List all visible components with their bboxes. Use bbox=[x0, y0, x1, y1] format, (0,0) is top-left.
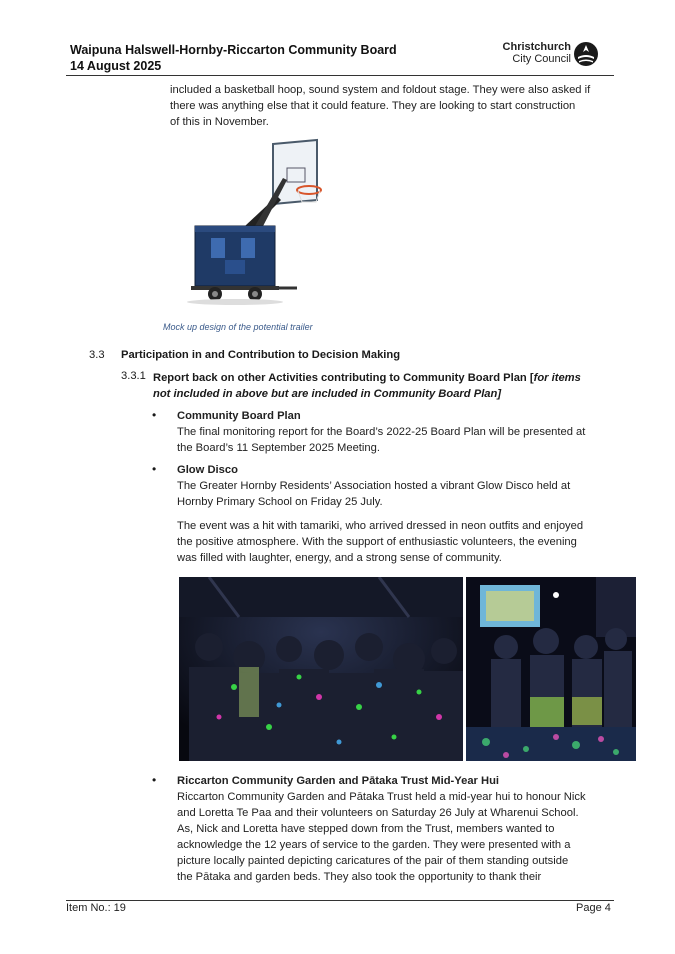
intro-paragraph bbox=[170, 82, 620, 130]
list-item-community-board-plan bbox=[177, 408, 617, 456]
item-line: The final monitoring report for the Board’s 2022-25 Board Plan will be presented at bbox=[177, 426, 586, 438]
item-line: the positive atmosphere. With the support of enthusiastic volunteers, the evening bbox=[177, 536, 577, 548]
logo-line-2: City Council bbox=[512, 53, 571, 65]
bullet-icon: • bbox=[152, 462, 157, 476]
meeting-date: 14 August 2025 bbox=[70, 59, 162, 73]
council-logo bbox=[497, 41, 601, 69]
item-line: the Pātaka and garden beds. They also took the opportunity to thank their bbox=[177, 871, 542, 883]
item-line: acknowledge the 12 years of service to the garden. They were presented with a bbox=[177, 839, 571, 851]
header-divider bbox=[66, 75, 614, 76]
footer-item-number: Item No.: 19 bbox=[66, 902, 126, 914]
item-line: picture locally painted depicting caricatures of the pair of them standing outside bbox=[177, 855, 569, 867]
section-number: 3.3 bbox=[89, 349, 105, 361]
footer-page-number: Page 4 bbox=[576, 902, 611, 914]
list-item-glow-disco bbox=[177, 462, 617, 566]
list-item-riccarton-garden bbox=[177, 773, 617, 885]
item-line: was filled with laughter, energy, and a strong sense of community. bbox=[177, 552, 502, 564]
glow-disco-photo-dancing bbox=[466, 577, 636, 761]
section-title: Participation in and Contribution to Decision Making bbox=[121, 349, 401, 361]
footer-divider bbox=[66, 900, 614, 901]
item-line: and Loretta Te Paa and their volunteers on Saturday 26 July at Wharenui School. bbox=[177, 807, 579, 819]
item-line: the Board’s 11 September 2025 Meeting. bbox=[177, 442, 380, 454]
board-name: Waipuna Halswell-Hornby-Riccarton Community Board bbox=[70, 43, 397, 57]
item-line: Riccarton Community Garden and Pātaka Trust held a mid-year hui to honour Nick bbox=[177, 791, 586, 803]
subsection-title: Report back on other Activities contributing to Community Board Plan [for items not included in above but are included in Community Board Plan] bbox=[153, 372, 581, 400]
intro-line: of this in November. bbox=[170, 116, 269, 128]
item-title: Riccarton Community Garden and Pātaka Trust Mid-Year Hui bbox=[177, 775, 500, 787]
item-title: Community Board Plan bbox=[177, 410, 301, 422]
item-line: As, Nick and Loretta have stepped down from the Trust, members wanted to bbox=[177, 823, 555, 835]
intro-line: included a basketball hoop, sound system and foldout stage. They were also asked if bbox=[170, 84, 591, 96]
council-emblem-icon bbox=[573, 41, 599, 67]
trailer-caption: Mock up design of the potential trailer bbox=[163, 322, 313, 332]
intro-line: there was anything else that it could feature. They are looking to start construction bbox=[170, 100, 576, 112]
item-line: Hornby Primary School on Friday 25 July. bbox=[177, 496, 383, 508]
bullet-icon: • bbox=[152, 408, 157, 422]
item-line: The Greater Hornby Residents’ Association hosted a vibrant Glow Disco held at bbox=[177, 480, 571, 492]
item-line: The event was a hit with tamariki, who arrived dressed in neon outfits and enjoyed bbox=[177, 520, 584, 532]
trailer-mockup-image bbox=[185, 138, 330, 308]
item-title: Glow Disco bbox=[177, 464, 238, 476]
bullet-icon: • bbox=[152, 773, 157, 787]
header-title bbox=[70, 42, 397, 74]
glow-disco-photo-crowd bbox=[179, 577, 463, 761]
subsection-number: 3.3.1 bbox=[121, 370, 146, 382]
logo-line-1: Christchurch bbox=[502, 41, 571, 53]
